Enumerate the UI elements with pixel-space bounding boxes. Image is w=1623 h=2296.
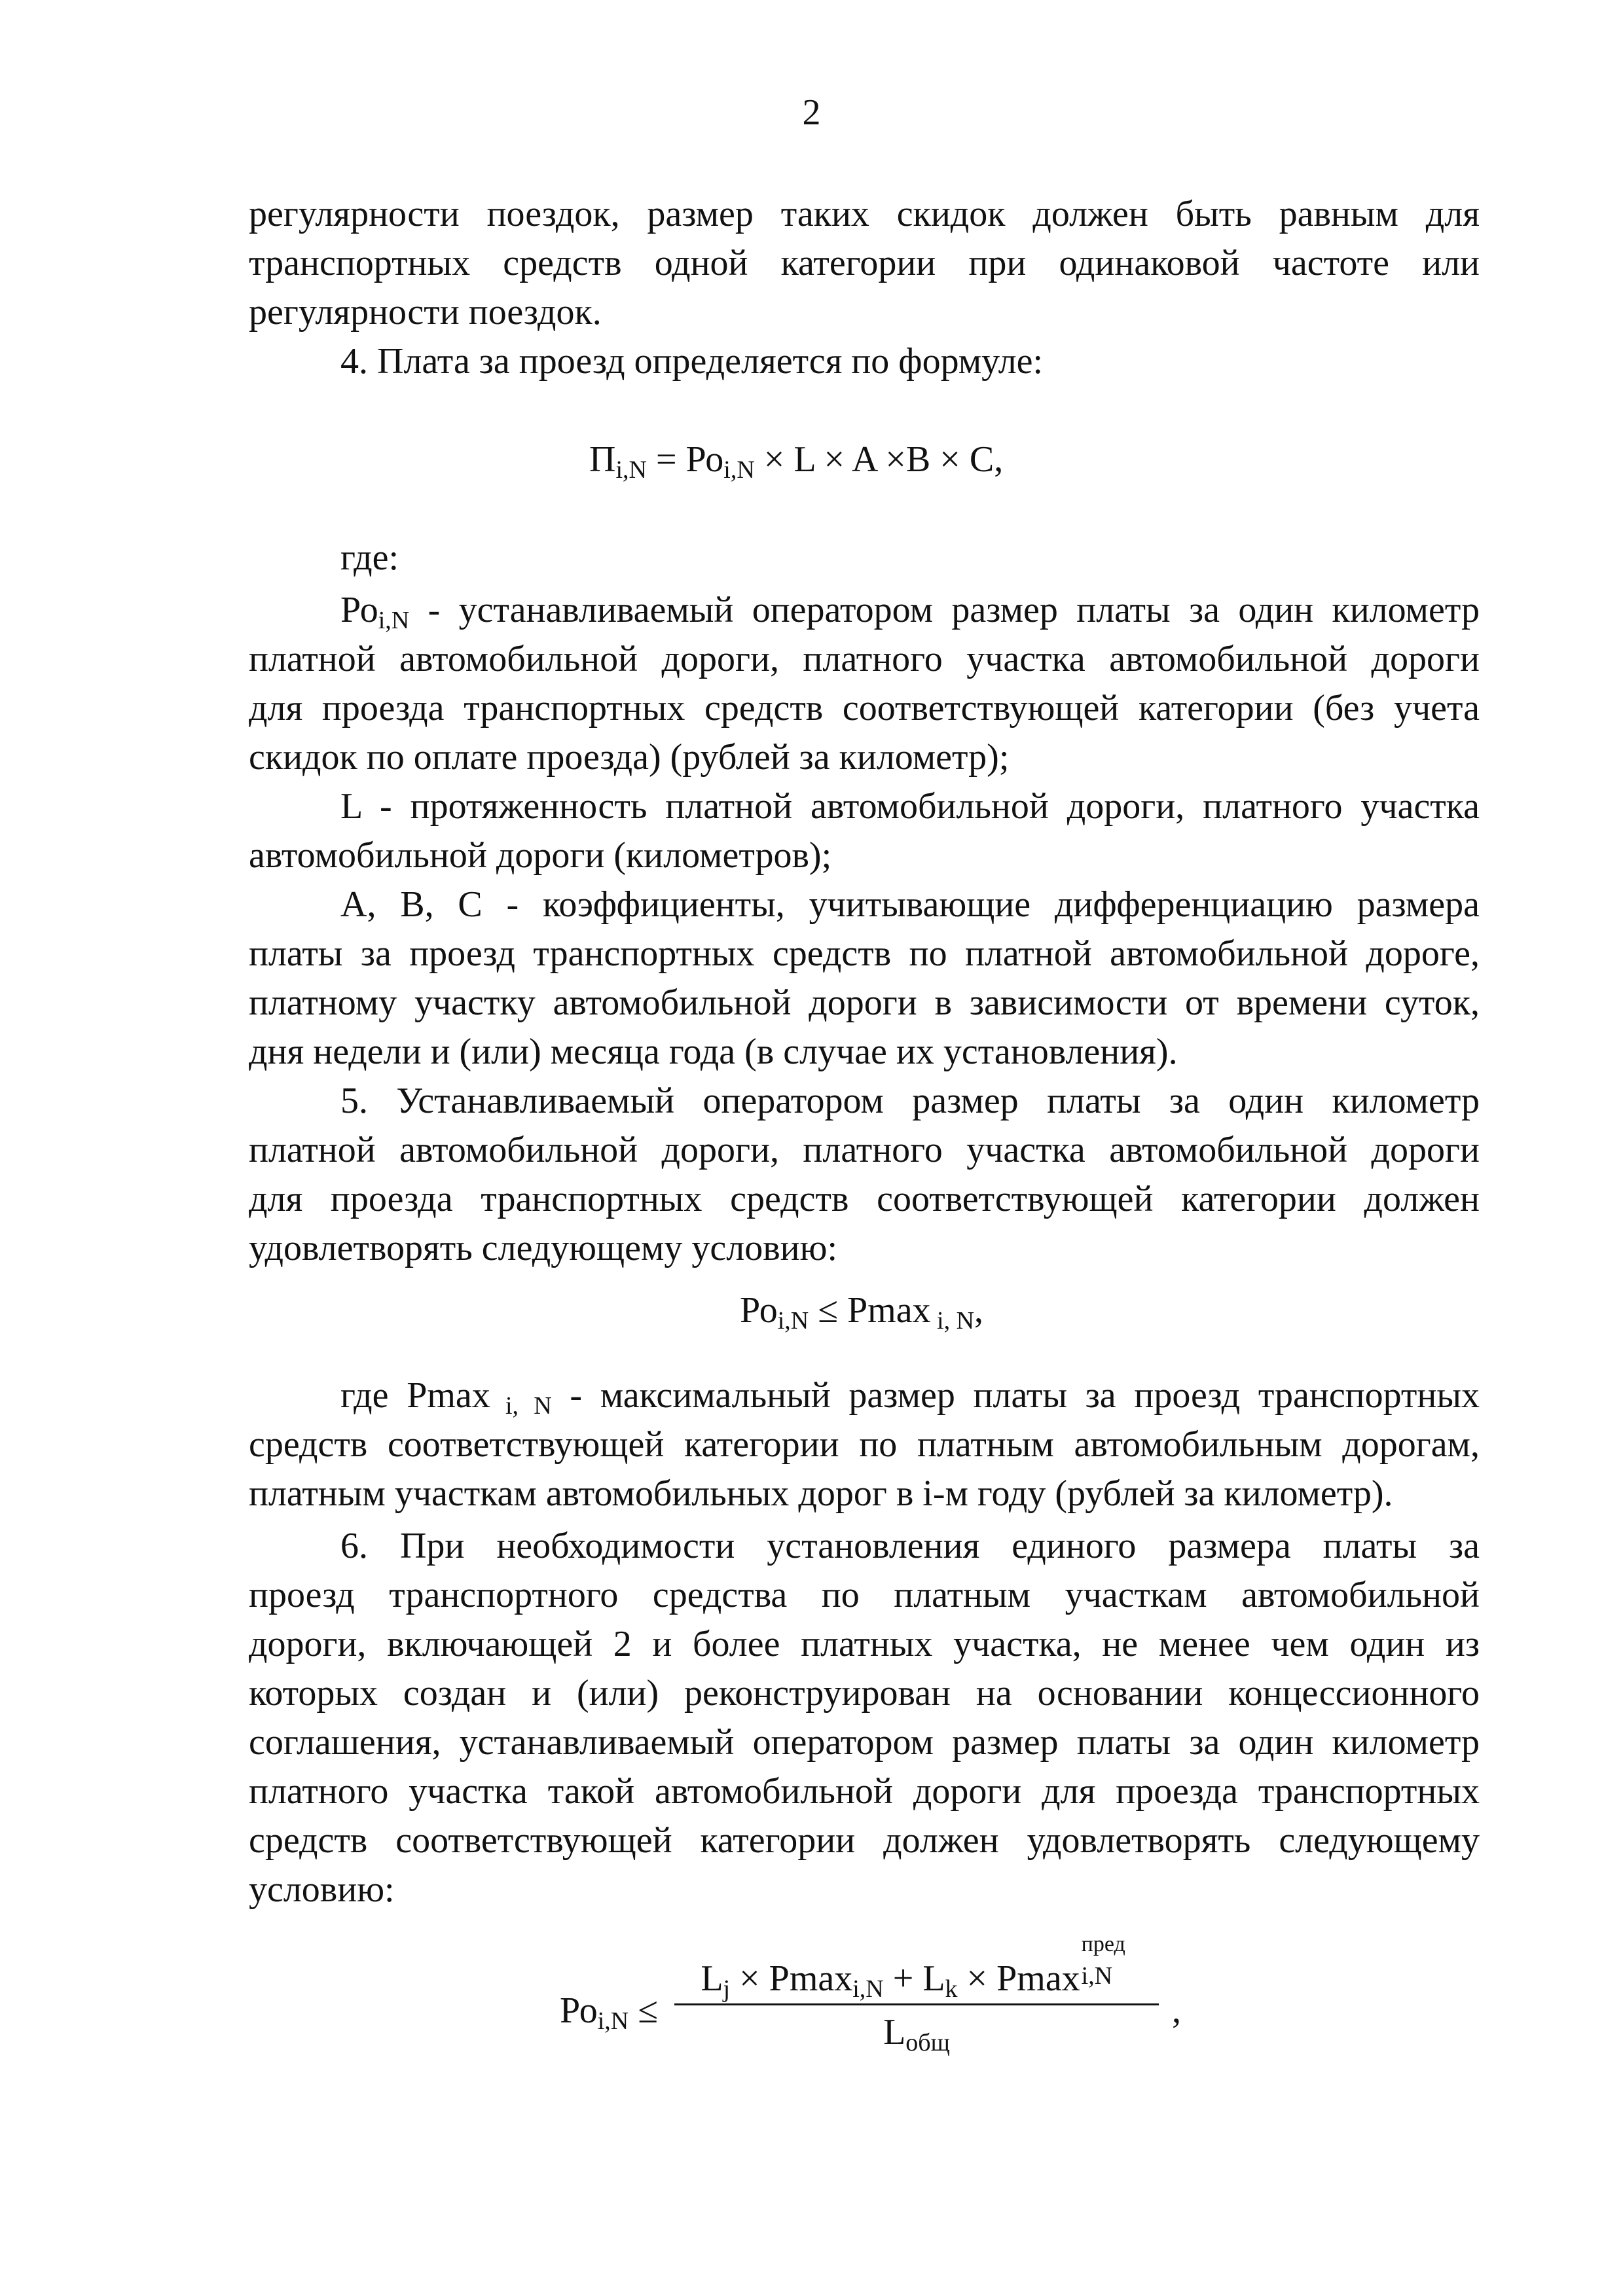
formula-symbol: + L	[883, 1958, 945, 1999]
paragraph-6	[249, 1522, 1480, 1914]
formula-symbol: Ро	[740, 1290, 778, 1331]
text-line: удовлетворять следующему условию:	[249, 1228, 838, 1268]
formula-subscript: i, N	[930, 1307, 975, 1335]
formula-max-condition	[740, 1286, 1198, 1335]
text-fragment: - устанавливаемый оператором размер платы за один километр	[409, 590, 1480, 630]
text-line: 6. При необходимости установления единого размера платы за	[340, 1526, 1480, 1566]
formula-fare	[589, 435, 1244, 484]
text-line	[249, 586, 1480, 635]
definition-po	[249, 586, 1480, 782]
text-fragment: - максимальный размер платы за проезд транспортных	[551, 1375, 1480, 1416]
formula-subscript: i,N	[597, 2007, 629, 2035]
text-line: регулярности поездок.	[249, 292, 602, 332]
text-line: L - протяженность платной автомобильной дороги, платного участка	[340, 786, 1480, 827]
text-line: платному участку автомобильной дороги в зависимости от времени суток,	[249, 982, 1480, 1023]
formula-subscript: i,N	[723, 456, 755, 484]
text-line: для проезда транспортных средств соответствующей категории должен	[249, 1179, 1480, 1219]
text-line: скидок по оплате проезда) (рублей за километр);	[249, 737, 1010, 778]
text-line: платы за проезд транспортных средств по платной автомобильной дороге,	[249, 933, 1480, 974]
text-line: условию:	[249, 1869, 395, 1910]
text-line: дня недели и (или) месяца года (в случае их установления).	[249, 1031, 1178, 1072]
text-line: проезд транспортного средства по платным участкам автомобильной	[249, 1575, 1480, 1615]
formula-symbol: ≤	[629, 1990, 658, 2031]
formula-symbol: Ро	[340, 590, 378, 630]
formula-symbol: Ро	[560, 1990, 598, 2031]
text-line: соглашения, устанавливаемый оператором размер платы за один километр	[249, 1722, 1480, 1763]
formula-subscript: j	[723, 1975, 731, 2003]
formula-tail: ,	[1172, 1990, 1181, 2031]
formula-subscript: общ	[905, 2029, 950, 2056]
text-line	[249, 1371, 1480, 1420]
formula-subscript: i,N	[852, 1975, 884, 2003]
paragraph-4	[249, 337, 1480, 386]
where-label	[249, 533, 1480, 583]
page-number: 2	[802, 92, 821, 133]
definition-abc	[249, 880, 1480, 1077]
text-line: платной автомобильной дороги, платного участка автомобильной дороги	[249, 639, 1480, 679]
formula-subscript: i,N	[378, 607, 410, 634]
text-line: где:	[340, 537, 399, 578]
fraction-numerator: $L_j \times Pmax_{i,N} + L_k \times Pmax$ пред i,N	[701, 1932, 1125, 2003]
formula-lhs	[560, 1986, 658, 2036]
text-line: регулярности поездок, размер таких скидок должен быть равным для	[249, 194, 1480, 234]
formula-subscript: k	[945, 1975, 958, 2003]
definition-pmax	[249, 1371, 1480, 1518]
formula-subscript: i,N	[615, 456, 647, 484]
formula-symbol: × L × A ×B × C,	[754, 439, 1004, 480]
formula-symbol: П	[589, 439, 616, 480]
text-line: средств соответствующей категории по платным автомобильным дорогам,	[249, 1424, 1480, 1465]
paragraph-5	[249, 1077, 1480, 1273]
fraction-bar	[674, 2003, 1159, 2005]
formula-symbol: L	[701, 1958, 723, 1999]
text-line: дороги, включающей 2 и более платных участка, не менее чем один из	[249, 1624, 1480, 1664]
text-line: которых создан и (или) реконструирован на основании концессионного	[249, 1673, 1480, 1713]
paragraph-continuation	[249, 190, 1480, 337]
formula-symbol: L	[883, 2012, 906, 2053]
formula-symbol: = Ро	[646, 439, 724, 480]
text-line: 4. Плата за проезд определяется по формуле:	[340, 341, 1044, 382]
text-line: 5. Устанавливаемый оператором размер платы за один километр	[340, 1081, 1480, 1121]
formula-symbol: × Pmax	[730, 1958, 853, 1999]
text-line: А, В, С - коэффициенты, учитывающие дифференциацию размера	[340, 884, 1480, 925]
text-line: платным участкам автомобильных дорог в i-м году (рублей за километр).	[249, 1473, 1393, 1514]
text-line: автомобильной дороги (километров);	[249, 835, 832, 876]
text-fragment: где Pmax	[340, 1375, 490, 1416]
text-line: средств соответствующей категории должен удовлетворять следующему	[249, 1820, 1480, 1861]
formula-subscript: i,N	[777, 1307, 809, 1335]
fraction-denominator	[674, 2008, 1159, 2057]
text-line: транспортных средств одной категории при одинаковой частоте или	[249, 243, 1480, 283]
text-line: платной автомобильной дороги, платного участка автомобильной дороги	[249, 1130, 1480, 1170]
text-line: платного участка такой автомобильной дороги для проезда транспортных	[249, 1771, 1480, 1812]
formula-fraction	[674, 1932, 1159, 2057]
formula-symbol: × Pmax	[957, 1958, 1080, 1999]
formula-subscript: i, N	[490, 1392, 552, 1420]
definition-l	[249, 782, 1480, 880]
text-line: для проезда транспортных средств соответствующей категории (без учета	[249, 688, 1480, 728]
formula-symbol: ,	[974, 1290, 984, 1331]
formula-symbol: ≤ Pmax	[809, 1290, 931, 1331]
